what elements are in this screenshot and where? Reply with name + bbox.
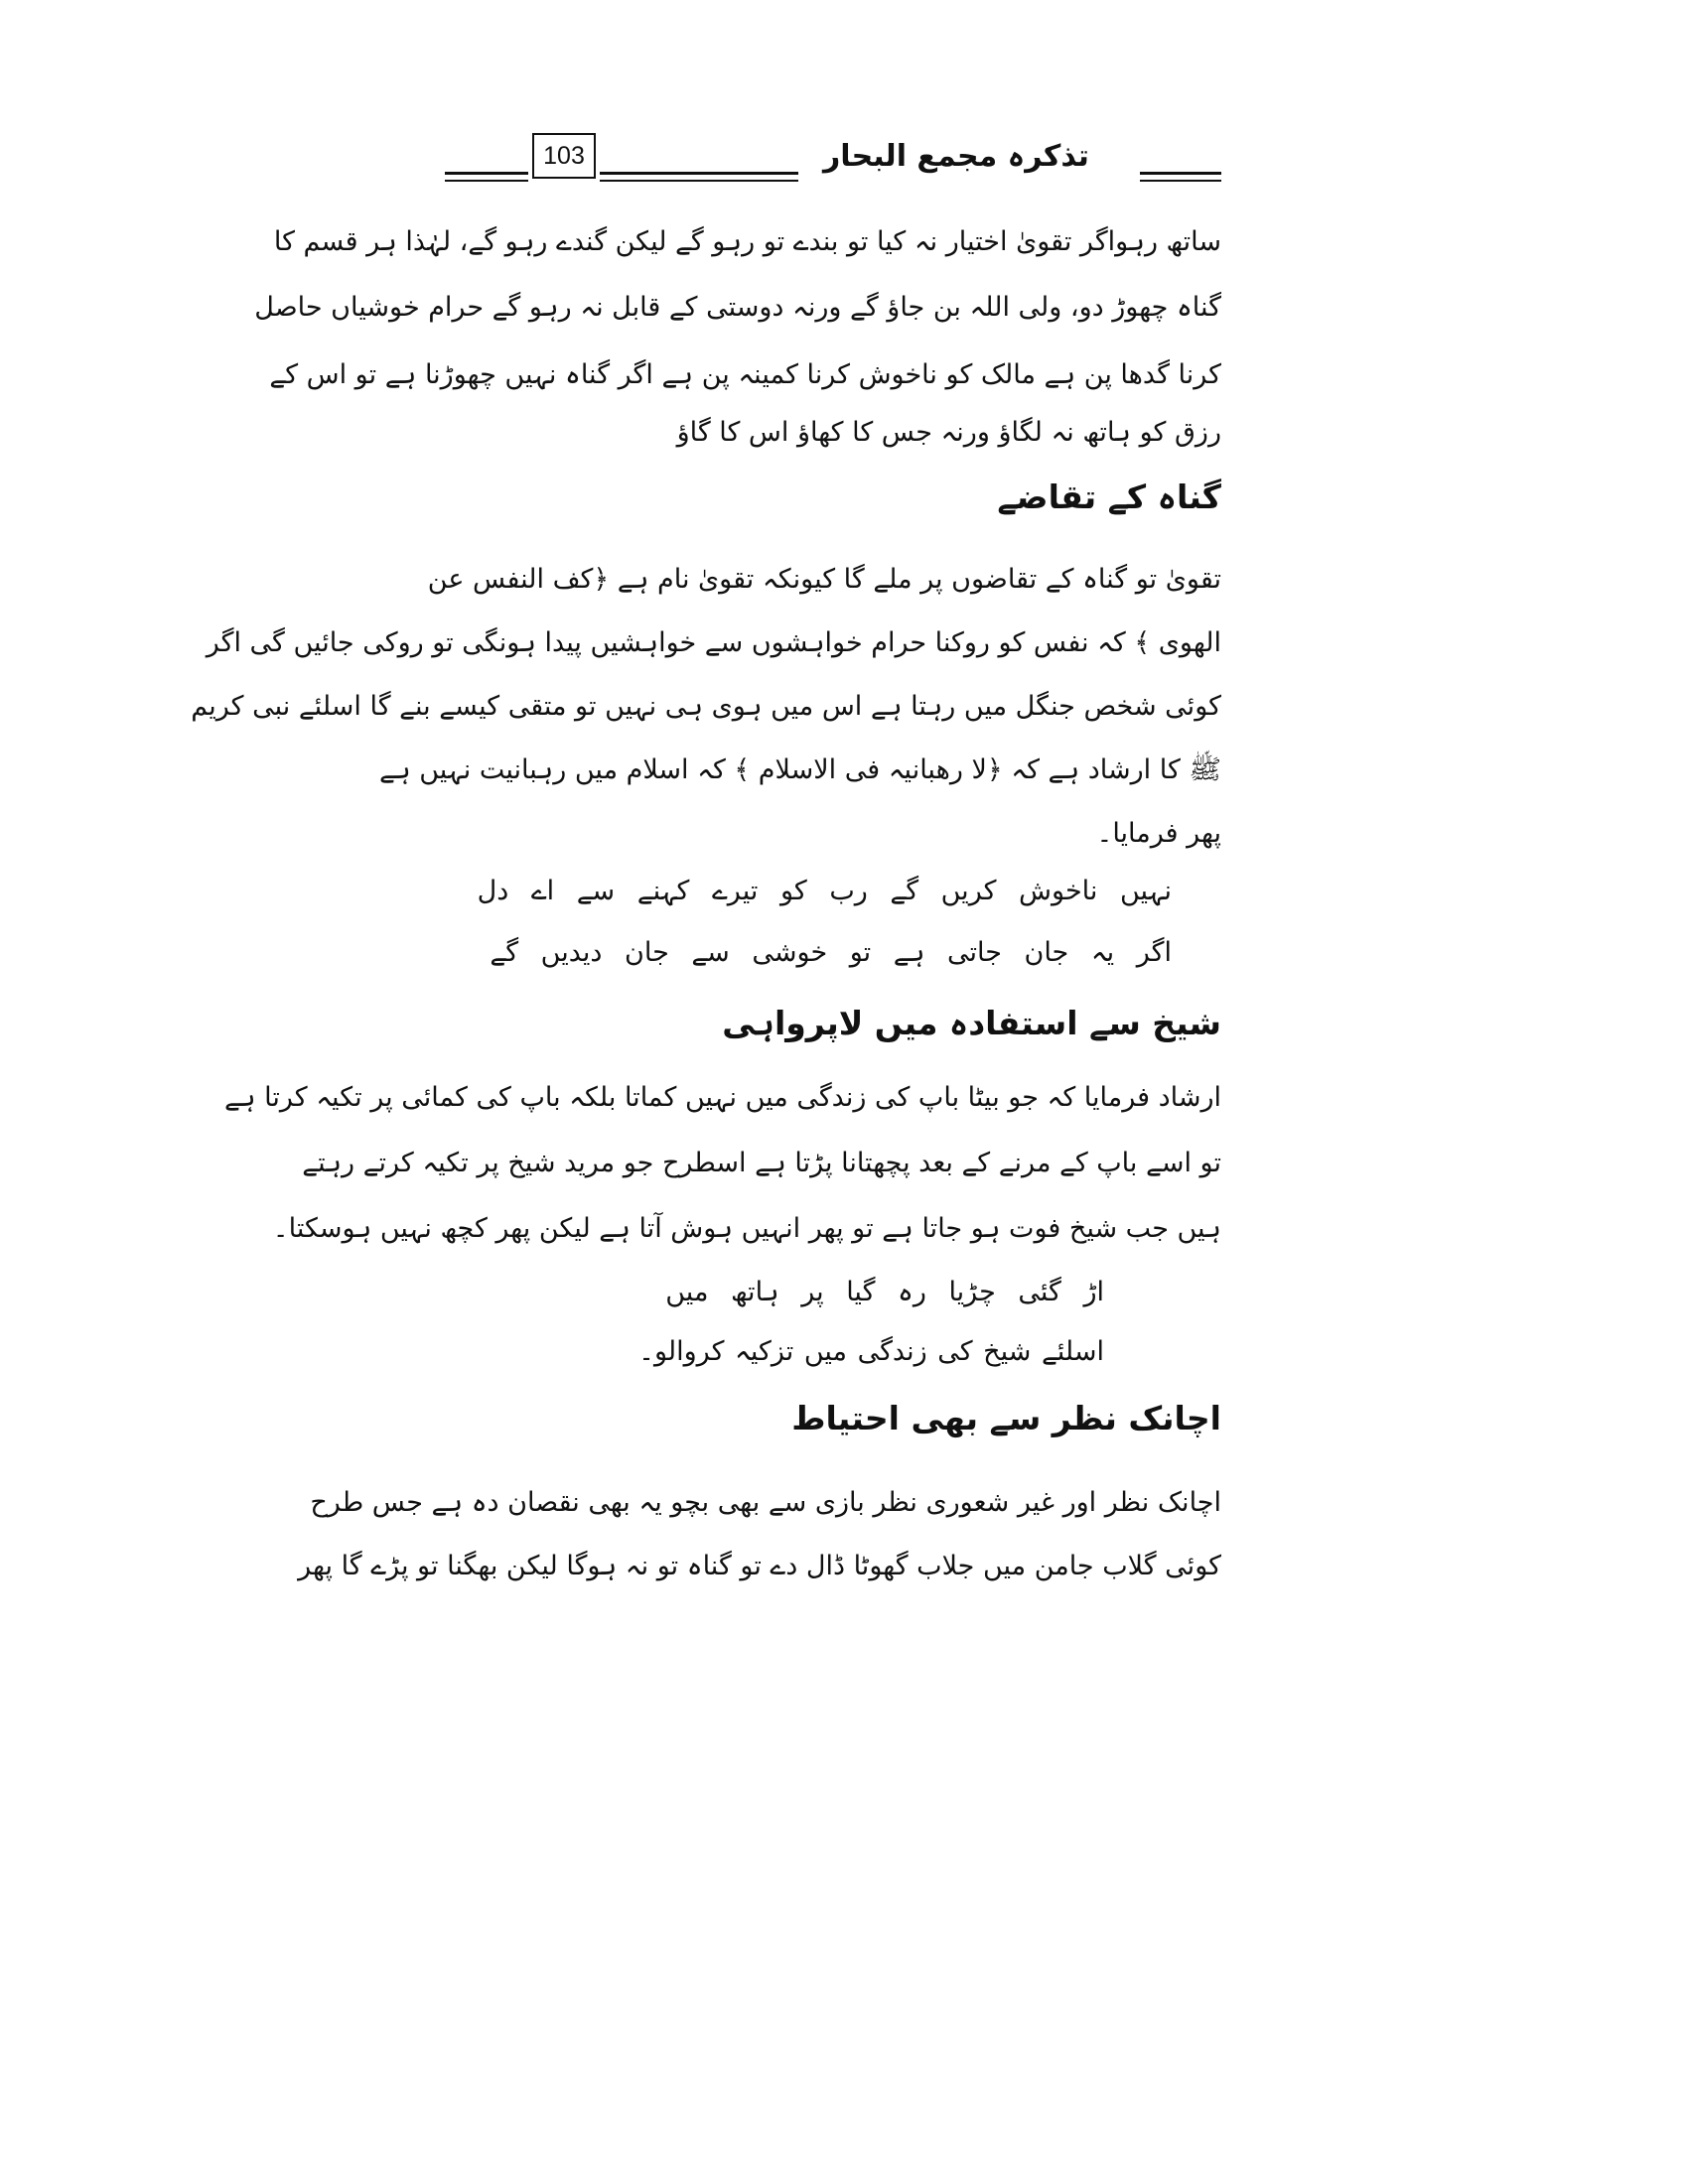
header-rule-left-top [445,172,528,175]
paragraph-line: ﷺ کا ارشاد ہے کہ ﴿لا رھبانیہ فی الاسلام ﴾ کہ اسلام میں رہبانیت نہیں ہے [379,754,1221,785]
paragraph-line: کرنا گدھا پن ہے مالک کو ناخوش کرنا کمینہ پن ہے اگر گناہ نہیں چھوڑنا ہے تو اس کے [269,359,1221,390]
section-heading: شیخ سے استفادہ میں لاپرواہی [722,1004,1221,1042]
paragraph-line: ہیں جب شیخ فوت ہو جاتا ہے تو پھر انہیں ہوش آتا ہے لیکن پھر کچھ نہیں ہوسکتا۔ [272,1213,1221,1244]
section-heading: گناہ کے تقاضے [997,478,1221,516]
paragraph-line: تقویٰ تو گناہ کے تقاضوں پر ملے گا کیونکہ تقویٰ نام ہے ﴿کف النفس عن [427,564,1221,595]
header-rule-left-bottom [445,180,528,182]
verse-line: اگر یہ جان جاتی ہے تو خوشی سے جان دیدیں گے [490,937,1172,968]
paragraph-line: اچانک نظر اور غیر شعوری نظر بازی سے بھی بچو یہ بھی نقصان دہ ہے جس طرح [310,1487,1221,1518]
header-rule-right-bottom [1140,180,1221,182]
paragraph-line: الھوی ﴾ کہ نفس کو روکنا حرام خواہشوں سے خواہشیں پیدا ہونگی تو روکی جائیں گی اگر [206,627,1221,658]
header-rule-middle-bottom [600,180,798,182]
verse-line: اڑ گئی چڑیا رہ گیا پر ہاتھ میں [665,1277,1104,1307]
paragraph-line: کوئی شخص جنگل میں رہتا ہے اس میں ہوی ہی نہیں تو متقی کیسے بنے گا اسلئے نبی کریم [191,691,1221,722]
section-heading: اچانک نظر سے بھی احتیاط [791,1399,1221,1437]
page-number-box: 103 [532,133,596,179]
paragraph-line: تو اسے باپ کے مرنے کے بعد پچھتانا پڑتا ہے اسطرح جو مرید شیخ پر تکیہ کرتے رہتے [302,1148,1221,1178]
header-rule-middle-top [600,172,798,175]
paragraph-line: ارشاد فرمایا کہ جو بیٹا باپ کی زندگی میں نہیں کماتا بلکہ باپ کی کمائی پر تکیہ کرتا ہے [223,1082,1221,1113]
book-title: تذکرہ مجمع البحار [823,139,1089,174]
paragraph-line: اسلئے شیخ کی زندگی میں تزکیہ کروالو۔ [638,1336,1104,1367]
paragraph-line: گناہ چھوڑ دو، ولی اللہ بن جاؤ گے ورنہ دوستی کے قابل نہ رہو گے حرام خوشیاں حاصل [254,292,1221,323]
paragraph-line: رزق کو ہاتھ نہ لگاؤ ورنہ جس کا کھاؤ اس کا گاؤ [676,417,1221,448]
header-rule-right-top [1140,172,1221,175]
paragraph-line: پھر فرمایا۔ [1096,818,1221,849]
verse-line: نہیں ناخوش کریں گے رب کو تیرے کہنے سے اے دل [477,876,1172,906]
paragraph-line: ساتھ رہواگر تقویٰ اختیار نہ کیا تو بندے تو رہو گے لیکن گندے رہو گے، لہٰذا ہر قسم کا [273,226,1221,257]
paragraph-line: کوئی گلاب جامن میں جلاب گھوٹا ڈال دے تو گناہ تو نہ ہوگا لیکن بھگنا تو پڑے گا پھر [298,1551,1221,1581]
